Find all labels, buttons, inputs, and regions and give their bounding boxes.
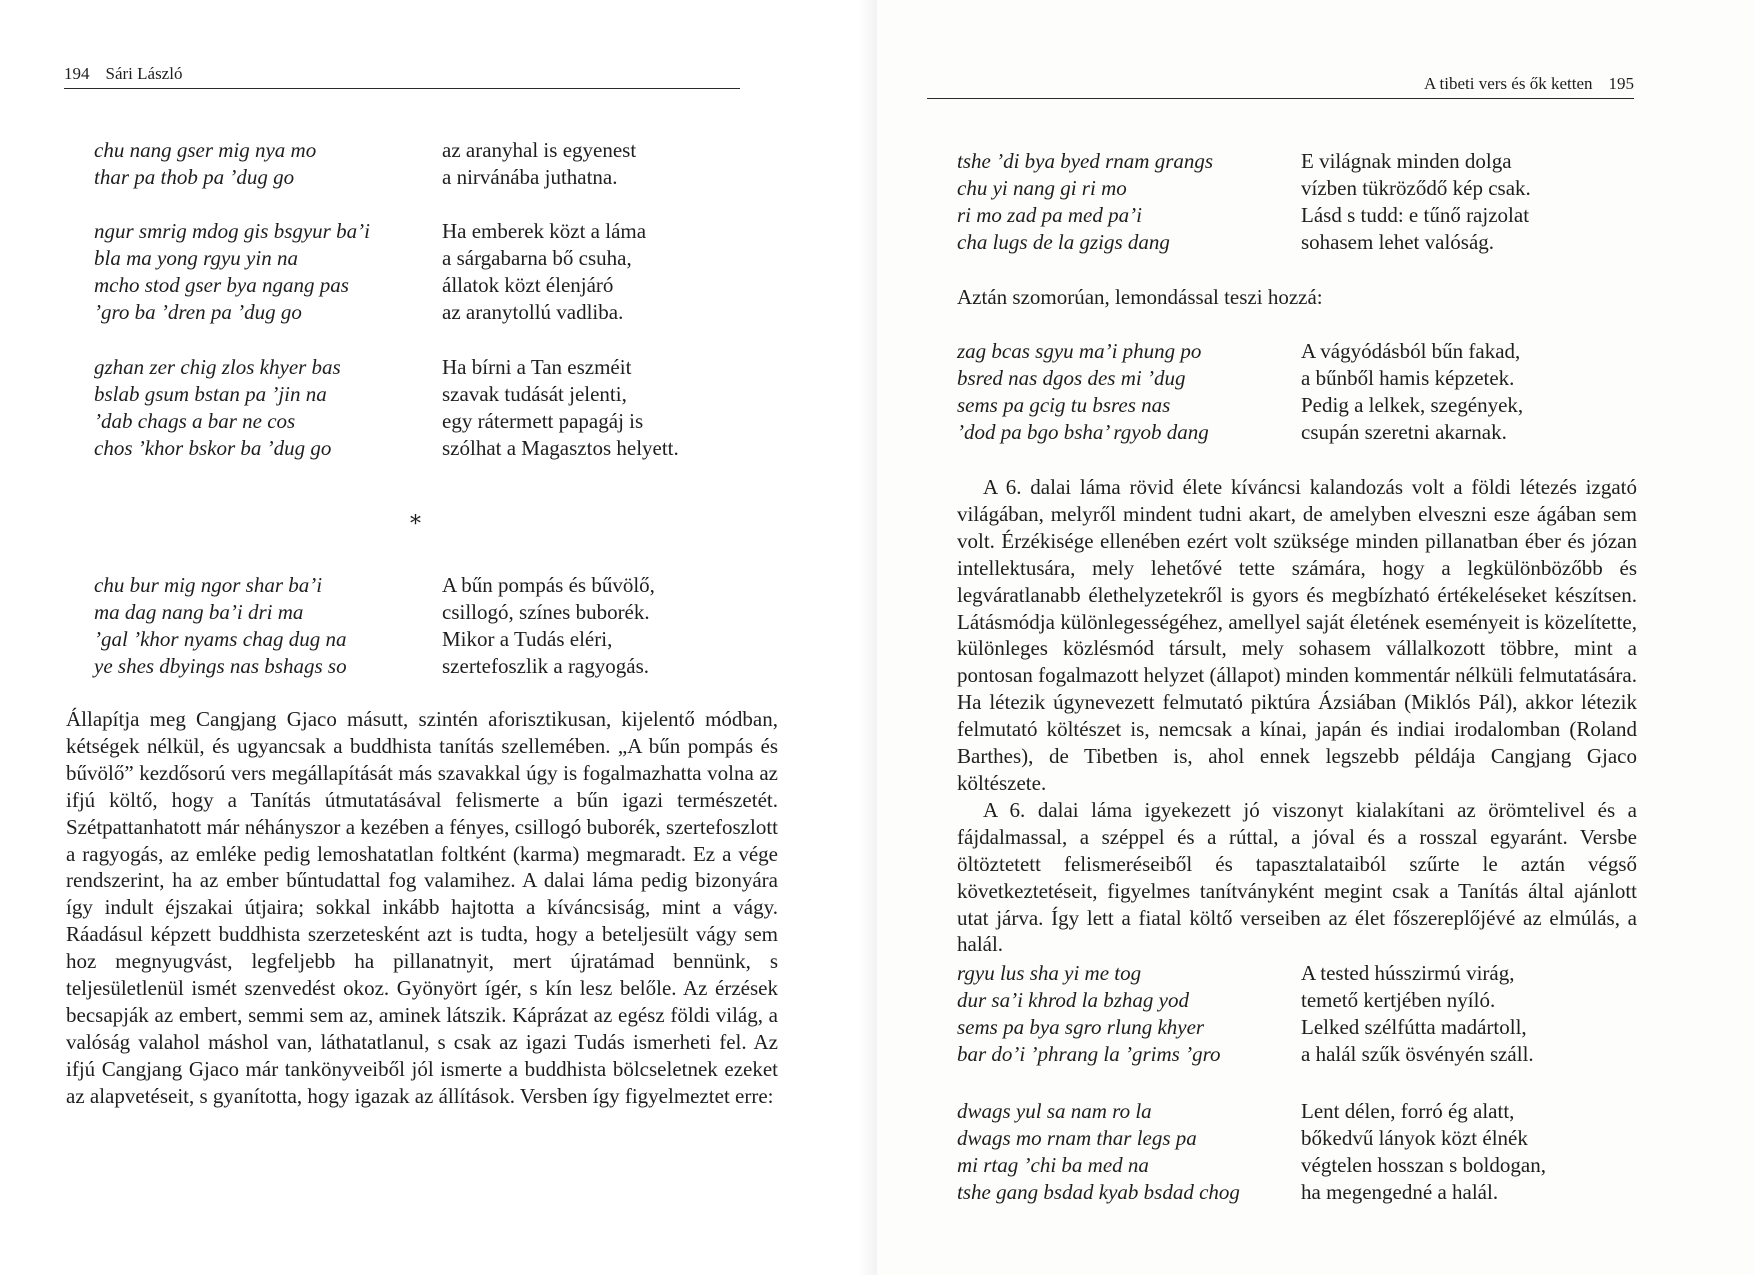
verse-line: Lelked szélfútta madártoll,: [1301, 1015, 1527, 1039]
right-intro-line: Aztán szomorúan, lemondással teszi hozzá:: [957, 285, 1323, 309]
verse-line: ma dag nang ba’i dri ma: [94, 600, 304, 624]
verse-line: E világnak minden dolga: [1301, 149, 1512, 173]
right-poem-3-stanza-2: [957, 1098, 1631, 1206]
verse-line: sohasem lehet valóság.: [1301, 230, 1495, 254]
verse-line: Lent délen, forró ég alatt,: [1301, 1099, 1515, 1123]
verse-line: chos ’khor bskor ba ’dug go: [94, 436, 332, 460]
hungarian-column: [1301, 960, 1631, 1068]
right-chapter-title: A tibeti vers és ők ketten: [1423, 74, 1593, 93]
verse-line: sems pa gcig tu bsres nas: [957, 393, 1171, 417]
tibetan-column: [957, 960, 1301, 1068]
right-paragraph-1: A 6. dalai láma rövid élete kíváncsi kalandozás volt a földi létezés izgató világában, melyről mindent tudni akart, de amelyben elveszni esze ágában sem volt. Érzékisége ellenében ezért volt szüksége minden pillanatban éber és józan intellektusára, mely lehetővé tette számára, hogy a legkülönbözőbb és legváratlanabb élethelyzetekről is gyors és megbízható értékeléseket készítsen. Látásmódja különlegességéhez, amellyel saját életének eseményeit is közelítette, különleges közlésmód társult, mely sohasem vállalkozott többre, mint a pontosan fogalmazott helyzet (állapot) minden kommentár nélküli felmutatására. Ha létezik úgynevezett felmutató piktúra Ázsiában (Miklós Pál), akkor létezik felmutató költészet is, nemcsak a kínai, japán és indiai irodalomban (Roland Barthes), de Tibetben is, ahol ennek legszebb példája Cangjang Gjaco költészete.: [957, 475, 1637, 795]
verse-line: ’gro ba ’dren pa ’dug go: [94, 300, 302, 324]
verse-line: mcho stod gser bya ngang pas: [94, 273, 349, 297]
verse-line: csupán szeretni akarnak.: [1301, 420, 1507, 444]
verse-line: az aranytollú vadliba.: [442, 300, 624, 324]
tibetan-column: [94, 354, 442, 462]
verse-line: mi rtag ’chi ba med na: [957, 1153, 1149, 1177]
verse-line: egy rátermett papagáj is: [442, 409, 644, 433]
verse-line: Pedig a lelkek, szegények,: [1301, 393, 1524, 417]
right-poem-3-stanza-1: [957, 960, 1631, 1068]
left-author-name: Sári László: [105, 64, 183, 83]
verse-line: dwags mo rnam thar legs pa: [957, 1126, 1197, 1150]
left-poem-after-separator: [94, 572, 772, 680]
verse-line: ’gal ’khor nyams chag dug na: [94, 627, 347, 651]
verse-line: chu yi nang gi ri mo: [957, 176, 1127, 200]
verse-line: tshe gang bsdad kyab bsdad chog: [957, 1180, 1240, 1204]
verse-line: a nirvánába juthatna.: [442, 165, 618, 189]
left-poem-stanza-3: [94, 354, 772, 462]
verse-line: a halál szűk ösvényén száll.: [1301, 1042, 1534, 1066]
verse-line: bsred nas dgos des mi ’dug: [957, 366, 1186, 390]
hungarian-column: [1301, 338, 1631, 446]
verse-line: gzhan zer chig zlos khyer bas: [94, 355, 341, 379]
verse-line: állatok közt élenjáró: [442, 273, 614, 297]
hungarian-column: [1301, 148, 1631, 256]
verse-line: A bűn pompás és bűvölő,: [442, 573, 655, 597]
tibetan-column: [957, 1098, 1301, 1206]
verse-line: thar pa thob pa ’dug go: [94, 165, 295, 189]
tibetan-column: [957, 338, 1301, 446]
verse-line: vízben tükröződő kép csak.: [1301, 176, 1531, 200]
verse-line: Ha bírni a Tan eszméit: [442, 355, 632, 379]
tibetan-column: [94, 572, 442, 680]
hungarian-column: [1301, 1098, 1631, 1206]
right-paragraph-2: A 6. dalai láma igyekezett jó viszonyt kialakítani az örömtelivel és a fájdalmassal, a széppel és a rúttal, a jóval és a rosszal egyaránt. Versbe öltöztetett felismeréseiből és tapasztalataiból szűrte le aztán végső következtetéseit, figyelmes tanítványként megint csak a Tanítás által ajánlott utat járva. Így lett a fiatal költő verseiben az élet főszereplőjévé az elmúlás, a halál.: [957, 797, 1637, 957]
verse-line: ye shes dbyings nas bshags so: [94, 654, 347, 678]
verse-line: cha lugs de la gzigs dang: [957, 230, 1170, 254]
left-poem-stanza-2: [94, 218, 772, 326]
verse-line: szertefoszlik a ragyogás.: [442, 654, 649, 678]
hungarian-column: [442, 137, 772, 191]
verse-line: dur sa’i khrod la bzhag yod: [957, 988, 1189, 1012]
right-page: [877, 0, 1754, 1275]
verse-line: dwags yul sa nam ro la: [957, 1099, 1152, 1123]
tibetan-column: [94, 218, 442, 326]
verse-line: ngur smrig mdog gis bsgyur ba’i: [94, 219, 370, 243]
right-poem-1: [957, 148, 1631, 256]
verse-line: a sárgabarna bő csuha,: [442, 246, 632, 270]
left-running-head: [64, 60, 740, 89]
verse-line: ’dod pa bgo bsha’ rgyob dang: [957, 420, 1209, 444]
right-page-number: 195: [1608, 74, 1634, 93]
hungarian-column: [442, 572, 772, 680]
left-page-number: 194: [64, 64, 90, 83]
right-poem-2: [957, 338, 1631, 446]
hungarian-column: [442, 354, 772, 462]
verse-line: chu bur mig ngor shar ba’i: [94, 573, 323, 597]
verse-line: végtelen hosszan s boldogan,: [1301, 1153, 1546, 1177]
verse-line: szavak tudását jelenti,: [442, 382, 627, 406]
left-paragraph: Állapítja meg Cangjang Gjaco másutt, szintén aforisztikusan, kijelentő módban, kétségek nélkül, és ugyancsak a buddhista tanítás szellemében. „A bűn pompás és bűvölő” kezdősorú vers megállapítását más szavakkal úgy is fogalmazhatta volna az ifjú költő, hogy a Tanítás útmutatásával felismerte a bűn igazi természetét. Szétpattanhatott már néhányszor a kezében a fényes, csillogó buborék, szertefoszlott a ragyogás, az emléke pedig lemoshatatlan foltként (karma) megmaradt. Ez a vége rendszerint, ha az ember bűntudattal fog valamihez. A dalai láma pedig bizonyára így indult éjszakai útjaira; sokkal inkább hajtotta a kíváncsiság, mint a vágy. Ráadásul képzett buddhista szerzetesként azt is tudta, hogy a beteljesült vágy sem hoz megnyugvást, legfeljebb ha pillanatnyit, mert újratámad bennünk, s teljesületlenül ismét szenvedést okoz. Gyönyört ígér, s kín lesz belőle. Az érzések becsapják az embert, semmi sem az, aminek látszik. Káprázat az egész földi világ, a valóság valahol máshol van, láthatatlanul, s csak az igazi Tudás ismerheti fel. Az ifjú Cangjang Gjaco már tankönyveiből jól ismerte a buddhista bölcseletnek ezeket az alapvetéseit, s gyanította, hogy igazak az állítások. Versben így figyelmeztet erre:: [66, 707, 778, 1108]
left-poem-stanza-1: [94, 137, 772, 191]
verse-line: Mikor a Tudás eléri,: [442, 627, 613, 651]
verse-line: A vágyódásból bűn fakad,: [1301, 339, 1521, 363]
verse-line: a bűnből hamis képzetek.: [1301, 366, 1515, 390]
tibetan-column: [94, 137, 442, 191]
verse-line: A tested hússzirmú virág,: [1301, 961, 1515, 985]
verse-line: tshe ’di bya byed rnam grangs: [957, 149, 1214, 173]
verse-line: ha megengedné a halál.: [1301, 1180, 1499, 1204]
right-prose-block: [957, 474, 1637, 958]
verse-line: csillogó, színes buborék.: [442, 600, 650, 624]
verse-line: rgyu lus sha yi me tog: [957, 961, 1142, 985]
tibetan-column: [957, 148, 1301, 256]
verse-line: ri mo zad pa med pa’i: [957, 203, 1142, 227]
verse-line: Ha emberek közt a láma: [442, 219, 647, 243]
verse-line: szólhat a Magasztos helyett.: [442, 436, 679, 460]
verse-line: sems pa bya sgro rlung khyer: [957, 1015, 1205, 1039]
verse-line: bőkedvű lányok közt élnék: [1301, 1126, 1528, 1150]
verse-line: temető kertjében nyíló.: [1301, 988, 1496, 1012]
right-running-head: [927, 70, 1634, 99]
verse-line: bla ma yong rgyu yin na: [94, 246, 298, 270]
hungarian-column: [442, 218, 772, 326]
verse-line: Lásd s tudd: e tűnő rajzolat: [1301, 203, 1530, 227]
verse-line: bslab gsum bstan pa ’jin na: [94, 382, 327, 406]
section-separator: *: [410, 512, 421, 537]
verse-line: az aranyhal is egyenest: [442, 138, 637, 162]
verse-line: zag bcas sgyu ma’i phung po: [957, 339, 1202, 363]
verse-line: ’dab chags a bar ne cos: [94, 409, 296, 433]
verse-line: bar do’i ’phrang la ’grims ’gro: [957, 1042, 1221, 1066]
verse-line: chu nang gser mig nya mo: [94, 138, 317, 162]
left-prose-block: [66, 706, 778, 1110]
